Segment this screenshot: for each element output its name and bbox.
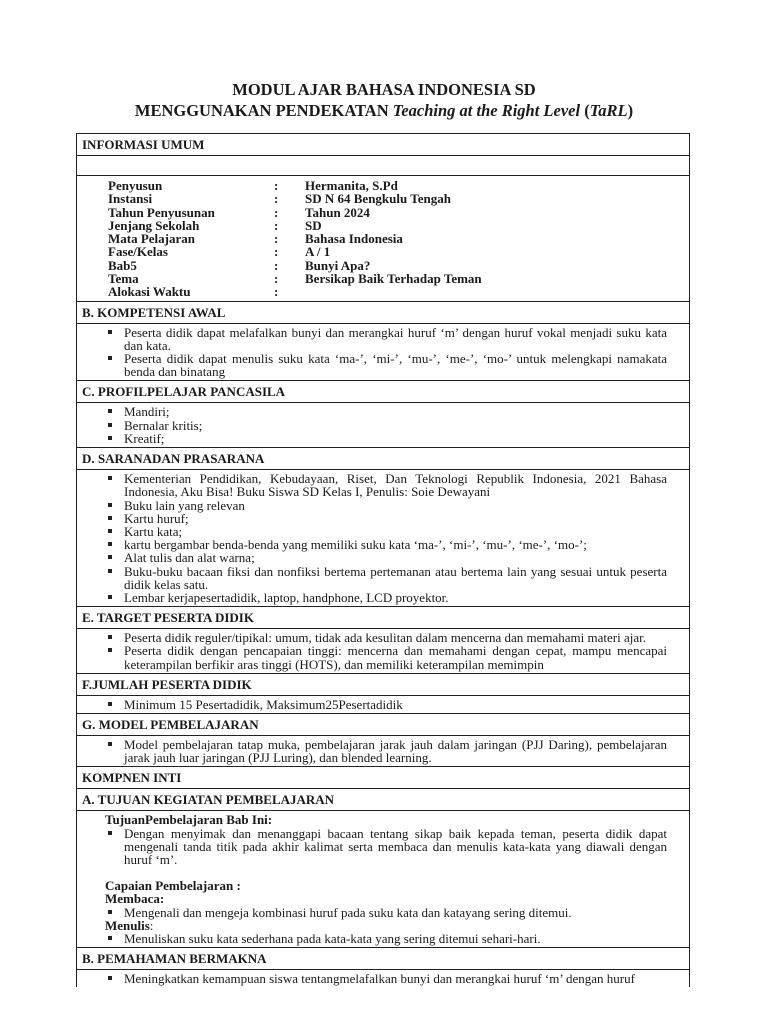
info-row: Tema : Bersikap Baik Terhadap Teman — [108, 271, 482, 287]
list-item: Model pembelajaran tatap muka, pembelajaran jarak jauh dalam jaringan (PJJ Daring), pembelajaran jarak jauh luar jaringan (PJJ Luring), dan blended learning. — [105, 738, 667, 764]
section-heading-pemahaman-bermakna: B. PEMAHAMAN BERMAKNA — [77, 948, 689, 970]
general-info-block — [77, 176, 689, 302]
subheading-membaca: Membaca: — [105, 891, 165, 907]
section-heading-model-pembelajaran: G. MODEL PEMBELAJARAN — [77, 714, 689, 736]
list-item: Minimum 15 Pesertadidik, Maksimum25Pesertadidik — [105, 698, 667, 711]
list-item: kartu bergambar benda-benda yang memiliki suku kata ‘ma-’, ‘mi-’, ‘mu-’, ‘me-’, ‘mo-’; — [105, 538, 667, 551]
list-item: Kementerian Pendidikan, Kebudayaan, Riset, Dan Teknologi Republik Indonesia, 2021 Bahasa Indonesia, Aku Bisa! Buku Siswa SD Kelas I, Penulis: Soie Dewayani — [105, 472, 667, 498]
section-heading-profil-pelajar: C. PROFILPELAJAR PANCASILA — [77, 381, 689, 403]
empty-row — [77, 156, 689, 176]
info-row: Tahun Penyusunan : Tahun 2024 — [108, 204, 370, 220]
subheading-tujuan-bab: TujuanPembelajaran Bab Ini: — [105, 812, 273, 828]
section-heading-kompetensi-awal: B. KOMPETENSI AWAL — [77, 302, 689, 324]
list-item: Lembar kerjapesertadidik, laptop, handphone, LCD proyektor. — [105, 591, 667, 604]
list-item: Kartu kata; — [105, 525, 667, 538]
section-body-model-pembelajaran — [77, 736, 689, 767]
list-item: Alat tulis dan alat warna; — [105, 551, 667, 564]
list-item: Meningkatkan kemampuan siswa tentangmelafalkan bunyi dan merangkai huruf ‘m’ dengan huruf — [105, 972, 667, 985]
list-item: Mengenali dan mengeja kombinasi huruf pada suku kata dan katayang sering ditemui. — [105, 906, 667, 919]
section-body-profil-pelajar — [77, 403, 689, 448]
list-item: Kartu huruf; — [105, 512, 667, 525]
info-row: Jenjang Sekolah : SD — [108, 217, 322, 233]
document-subtitle: MENGGUNAKAN PENDEKATAN Teaching at the Right Level (TaRL) — [134, 101, 634, 120]
info-row: Bab5 : Bunyi Apa? — [108, 257, 371, 273]
section-heading-target-peserta: E. TARGET PESERTA DIDIK — [77, 607, 689, 629]
section-body-sarana-prasarana — [77, 470, 689, 607]
section-body-tujuan-kegiatan — [77, 811, 689, 948]
list-item: Peserta didik dapat melafalkan bunyi dan merangkai huruf ‘m’ dengan huruf vokal menjadi suku kata dan kata. — [105, 326, 667, 352]
section-body-target-peserta — [77, 629, 689, 674]
list-item: Buku-buku bacaan fiksi dan nonfiksi bertema pertemanan atau bertema lain yang sesuai untuk peserta didik kelas satu. — [105, 565, 667, 591]
section-heading-komponen-inti: KOMPNEN INTI — [77, 767, 689, 789]
module-table — [76, 133, 690, 987]
section-heading-informasi-umum: INFORMASI UMUM — [77, 134, 689, 156]
list-item: Mandiri; — [105, 405, 667, 418]
list-item: Dengan menyimak dan menanggapi bacaan tentang sikap baik kepada teman, peserta didik dapat mengenali tanda titik pada akhir kalimat serta membaca dan menulis kata-kata yang diawali dengan huruf ‘m’. — [105, 827, 667, 867]
list-item: Kreatif; — [105, 432, 667, 445]
subheading-menulis: Menulis: — [105, 917, 154, 933]
section-body-kompetensi-awal — [77, 324, 689, 382]
info-row: Alokasi Waktu : — [108, 284, 279, 300]
list-item: Peserta didik dapat menulis suku kata ‘ma-’, ‘mi-’, ‘mu-’, ‘me-’, ‘mo-’ untuk melengkapi namakata benda dan binatang — [105, 352, 667, 378]
section-body-jumlah-peserta — [77, 696, 689, 714]
info-row: Penyusun : Hermanita, S.Pd — [108, 178, 398, 193]
document-title: MODUL AJAR BAHASA INDONESIA SD — [232, 80, 536, 99]
list-item: Bernalar kritis; — [105, 419, 667, 432]
list-item: Peserta didik reguler/tipikal: umum, tidak ada kesulitan dalam mencerna dan memahami materi ajar. — [105, 631, 667, 644]
info-row: Fase/Kelas : A / 1 — [108, 244, 331, 260]
list-item: Peserta didik dengan pencapaian tinggi: mencerna dan memahami dengan cepat, mampu mencapai keterampilan berfikir aras tinggi (HOTS), dan memiliki keterampilan memimpin — [105, 644, 667, 670]
section-heading-sarana-prasarana: D. SARANADAN PRASARANA — [77, 448, 689, 470]
section-heading-tujuan-kegiatan: A. TUJUAN KEGIATAN PEMBELAJARAN — [77, 789, 689, 811]
section-heading-jumlah-peserta: F.JUMLAH PESERTA DIDIK — [77, 674, 689, 696]
info-row: Instansi : SD N 64 Bengkulu Tengah — [108, 191, 451, 207]
section-body-pemahaman-bermakna — [77, 970, 689, 987]
info-row: Mata Pelajaran : Bahasa Indonesia — [108, 231, 403, 247]
list-item: Menuliskan suku kata sederhana pada kata-kata yang sering ditemui sehari-hari. — [105, 932, 667, 945]
list-item: Buku lain yang relevan — [105, 499, 667, 512]
subheading-capaian: Capaian Pembelajaran : — [105, 878, 241, 894]
